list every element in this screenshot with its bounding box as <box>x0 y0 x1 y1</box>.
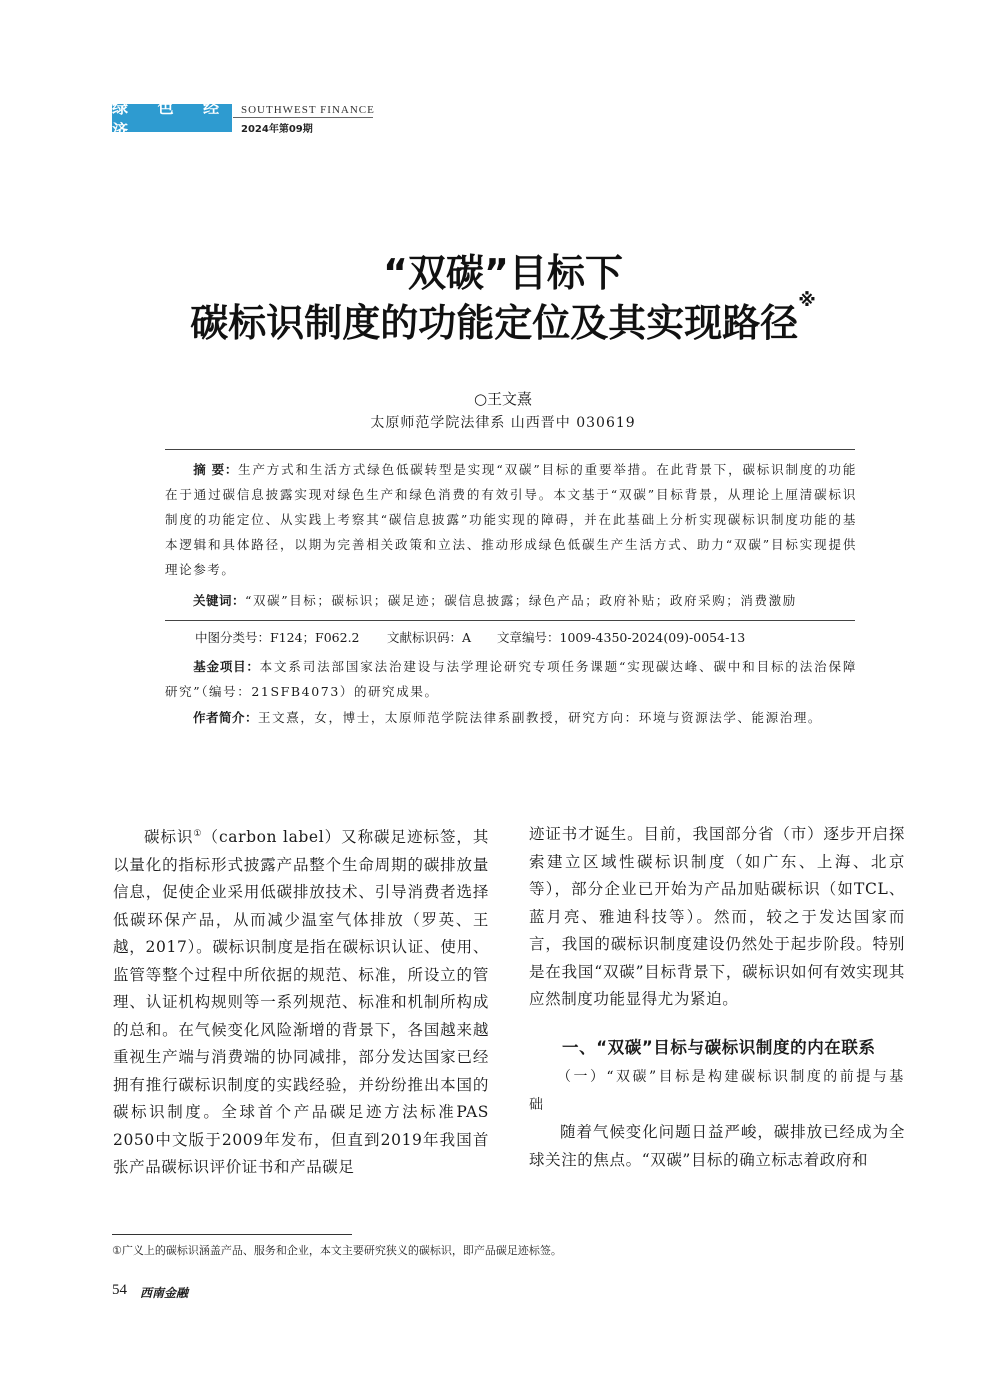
journal-name-en: SOUTHWEST FINANCE <box>241 104 375 116</box>
title-main: 碳标识制度的功能定位及其实现路径 <box>190 301 799 345</box>
header-divider <box>233 117 373 118</box>
bio-label: 作者简介： <box>193 710 259 725</box>
classification-row <box>195 628 745 646</box>
abstract-text: 生产方式和生活方式绿色低碳转型是实现“双碳”目标的重要举措。在此背景下，碳标识制度的功能在于通过碳信息披露实现对绿色生产和绿色消费的有效引导。本文基于“双碳”目标背景，从理论上厘清碳标识制度的功能定位、从实践上考察其“碳信息披露”功能实现的障碍，并在此基础上分析实现碳标识制度功能的基本逻辑和具体路径，以期为完善相关政策和立法、推动形成绿色低碳生产生活方式、助力“双碳”目标实现提供理论参考。 <box>165 462 857 577</box>
journal-footer-name: 西南金融 <box>140 1286 189 1300</box>
author: ○王文熹 <box>473 390 533 408</box>
fund-label: 基金项目： <box>193 659 260 674</box>
title-line-2 <box>0 292 1006 347</box>
section-tag: 绿 色 经 济 <box>112 98 232 140</box>
bio-text: 王文熹，女，博士，太原师范学院法律系副教授，研究方向：环境与资源法学、能源治理。 <box>258 710 823 725</box>
keywords <box>165 588 857 613</box>
rule-mid <box>165 620 855 621</box>
body-left-column <box>113 821 489 1182</box>
body-paragraph: 迹证书才诞生。目前，我国部分省（市）逐步开启探索建立区域性碳标识制度（如广东、上海、北京等），部分企业已开始为产品加贴碳标识（如TCL、蓝月亮、雅迪科技等）。然而，较之于发达国家而言，我国的碳标识制度建设仍然处于起步阶段。特别是在我国“双碳”目标背景下，碳标识如何有效实现其应然制度功能显得尤为紧迫。 <box>529 825 905 1008</box>
keywords-label: 关键词： <box>193 593 246 608</box>
author-bio <box>165 705 857 730</box>
journal-issue: 2024年第09期 <box>241 124 313 135</box>
affiliation: 太原师范学院法律系 山西晋中 030619 <box>370 415 636 431</box>
document-code: 文献标识码：A <box>387 630 472 645</box>
rule-top <box>165 449 855 450</box>
fund-info <box>165 654 857 704</box>
fund-text: 本文系司法部国家法治建设与法学理论研究专项任务课题“实现碳达峰、碳中和目标的法治保障研究”（编号：21SFB4073）的研究成果。 <box>165 659 857 699</box>
title-line-1: “双碳”目标下 <box>383 251 623 295</box>
title-footnote-mark: ※ <box>798 290 816 311</box>
body-right-column <box>529 821 905 1174</box>
subsection-heading: （一）“双碳”目标是构建碳标识制度的前提与基础 <box>529 1069 905 1113</box>
clc-number: 中图分类号：F124；F062.2 <box>195 630 360 645</box>
keywords-text: “双碳”目标；碳标识；碳足迹；碳信息披露；绿色产品；政府补贴；政府采购；消费激励 <box>245 593 797 608</box>
footnote: ①广义上的碳标识涵盖产品、服务和企业，本文主要研究狭义的碳标识，即产品碳足迹标签。 <box>112 1244 562 1257</box>
page-number: 54 <box>112 1282 127 1298</box>
article-number: 文章编号：1009-4350-2024(09)-0054-13 <box>497 630 746 645</box>
abstract <box>165 457 857 582</box>
footnote-ref[interactable]: ① <box>193 829 203 839</box>
footnote-divider <box>112 1234 352 1235</box>
section-heading: 一、“双碳”目标与碳标识制度的内在联系 <box>562 1037 876 1057</box>
body-paragraph: 随着气候变化问题日益严峻，碳排放已经成为全球关注的焦点。“双碳”目标的确立标志着政府和 <box>529 1123 905 1169</box>
abstract-label: 摘 要： <box>193 462 239 477</box>
body-paragraph: 碳标识①（carbon label）又称碳足迹标签，其以量化的指标形式披露产品整个生命周期的碳排放量信息，促使企业采用低碳排放技术、引导消费者选择低碳环保产品，从而减少温室气体排放（罗英、王越，2017）。碳标识制度是指在碳标识认证、使用、监管等整个过程中所依据的规范、标准，所设立的管理、认证机构规则等一系列规范、标准和机制所构成的总和。在气候变化风险渐增的背景下，各国越来越重视生产端与消费端的协同减排，部分发达国家已经拥有推行碳标识制度的实践经验，并纷纷推出本国的碳标识制度。全球首个产品碳足迹方法标准PAS 2050中文版于2009年发布，但直到2019年我国首张产品碳标识评价证书和产品碳足 <box>113 828 489 1177</box>
